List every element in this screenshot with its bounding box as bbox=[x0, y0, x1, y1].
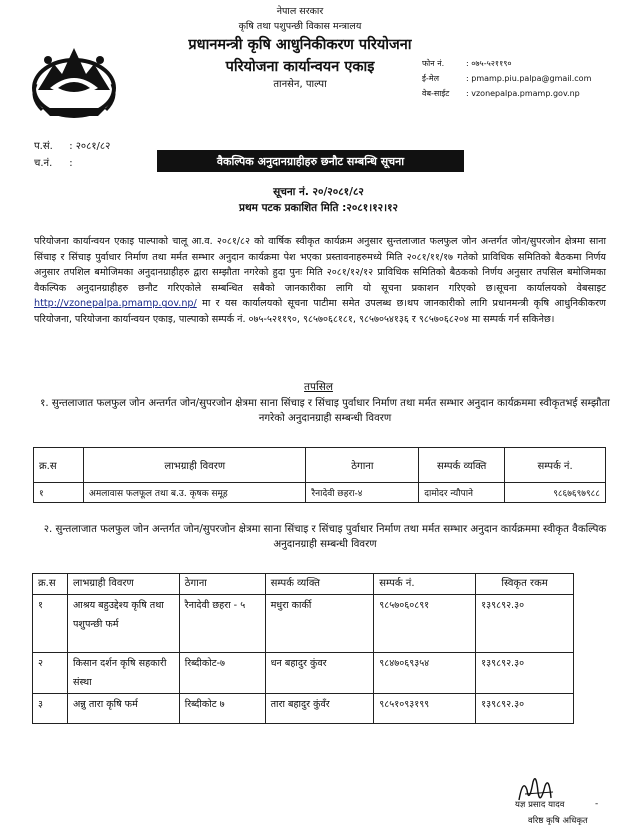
cell-approved-amount: १३९८९२.३० bbox=[476, 595, 574, 653]
cell-approved-amount: १३९८९२.३० bbox=[476, 653, 574, 694]
table-row bbox=[33, 595, 574, 653]
dispatch-number bbox=[34, 155, 73, 169]
cell-sn: ३ bbox=[33, 694, 68, 724]
cell-contact-number: ९८४७०६९३५४ bbox=[374, 653, 476, 694]
col-header-approved-amount: स्विकृत रकम bbox=[476, 574, 574, 595]
notice-subject-banner: वैकल्पिक अनुदानग्राहीहरु छनौट सम्बन्धि सूचना bbox=[157, 150, 464, 172]
cell-address: रिब्दीकोट ७ bbox=[179, 694, 265, 724]
website-label: वेब-साईट bbox=[422, 89, 450, 98]
alternative-grantee-table bbox=[32, 573, 574, 724]
website-row bbox=[422, 86, 591, 101]
cell-address: रैनादेवी छहरा-४ bbox=[306, 483, 419, 503]
cell-beneficiary: अन्नु तारा कृषि फर्म bbox=[67, 694, 179, 724]
cell-sn: १ bbox=[33, 595, 68, 653]
country-name: नेपाल सरकार bbox=[276, 6, 324, 17]
cell-contact-person: मधुरा कार्की bbox=[265, 595, 374, 653]
ministry-name: कृषि तथा पशुपन्छी विकास मन्त्रालय bbox=[238, 21, 362, 32]
email-value: : pmamp.piu.palpa@gmail.com bbox=[466, 74, 592, 83]
letterhead bbox=[150, 4, 450, 92]
signatory-name: यज्ञ प्रसाद यादव bbox=[515, 800, 565, 810]
cell-contact-person: धन बहादुर कुंवर bbox=[265, 653, 374, 694]
table-header-row bbox=[34, 448, 606, 483]
phone-value: : ०७५-५२११९० bbox=[466, 59, 512, 68]
schedule-heading: तपसिल bbox=[304, 381, 333, 393]
letter-number-label: प.सं. bbox=[34, 141, 53, 152]
cell-sn: १ bbox=[34, 483, 84, 503]
notice-number: सूचना नं. २०/२०८१/८२ bbox=[273, 186, 364, 198]
col-header-beneficiary: लाभग्राही विवरण bbox=[67, 574, 179, 595]
cell-contact-person: दामोदर न्यौपाने bbox=[419, 483, 505, 503]
unit-name: परियोजना कार्यान्वयन एकाइ bbox=[225, 59, 375, 75]
phone-label: फोन नं. bbox=[422, 59, 445, 68]
project-name: प्रधानमन्त्री कृषि आधुनिकीकरण परियोजना bbox=[188, 37, 412, 53]
cell-contact-person: तारा बहादुर कुंवँर bbox=[265, 694, 374, 724]
col-header-contact-number: सम्पर्क नं. bbox=[505, 448, 606, 483]
contact-block bbox=[422, 56, 591, 101]
notice-body bbox=[34, 234, 606, 328]
cell-address: रैनादेवी छहरा - ५ bbox=[179, 595, 265, 653]
signatory-title: वरिष्ठ कृषि अधिकृत bbox=[528, 816, 588, 825]
cell-contact-number: ९८६७६९७९८८ bbox=[505, 483, 606, 503]
email-row bbox=[422, 71, 591, 86]
cell-contact-number: ९८५७०६०८९१ bbox=[374, 595, 476, 653]
first-published-date: प्रथम पटक प्रकाशित मिति :२०८१।१२।१२ bbox=[238, 202, 399, 214]
col-header-contact-number: सम्पर्क नं. bbox=[374, 574, 476, 595]
col-header-address: ठेगाना bbox=[179, 574, 265, 595]
dispatch-number-label: च.नं. bbox=[34, 158, 53, 169]
col-header-sn: क्र.स bbox=[33, 574, 68, 595]
cell-sn: २ bbox=[33, 653, 68, 694]
body-text-1: परियोजना कार्यान्वयन एकाइ पाल्पाको चालू आ.व. २०८१/८२ को वार्षिक स्वीकृत कार्यक्रम अनुसार सुन्तलाजात फलफुल जोन अन्तर्गत जोन/सुपरजोन क्षेत्रमा साना सिंचाइ र सिंचाइ पुर्वाधार निर्माण तथा मर्मत सम्भार अनुदान कार्यक्रमा पेश भएका प्रस्तावनाहरुमध्ये मिति २०८१/११/१७ गतेको प्राविधिक समितिको बैठकमा निर्णय अनुसार तपशिल बमोजिमका अनुदानग्राहीहरु द्वारा सम्झौता नगरेको हुदा पुनः मिति २०८१/१२/१२ प्राविधिक समितिको बैठकको निर्णय अनुसार तपसिल बमोजिमका वैकल्पिक अनुदानग्राहीहरु छनौट गरिएकोले सम्बन्धित सबैको जानकारीका लागि यो सूचना प्रकाशन गरिएको छ।सूचना कार्यालयको वेबसाइट bbox=[34, 236, 606, 294]
cell-contact-number: ९८५१०९३१९९ bbox=[374, 694, 476, 724]
letter-number bbox=[34, 138, 110, 152]
letter-number-value: : २०८१/८२ bbox=[69, 141, 111, 152]
col-header-beneficiary: लाभग्राही विवरण bbox=[83, 448, 306, 483]
phone-row bbox=[422, 56, 591, 71]
col-header-address: ठेगाना bbox=[306, 448, 419, 483]
dispatch-number-value: : bbox=[69, 158, 73, 169]
col-header-contact-person: सम्पर्क व्यक्ति bbox=[265, 574, 374, 595]
col-header-sn: क्र.स bbox=[34, 448, 84, 483]
office-address: तानसेन, पाल्पा bbox=[273, 79, 327, 90]
body-text-2: मा र यस कार्यालयको सूचना पाटीमा समेत उपलब्ध छ।थप जानकारीको लागि प्रधानमन्त्री कृषि आधुनिकीकरण परियोजना, परियोजना कार्यान्वयन एकाइ, पाल्पाको सम्पर्क नं. ०७५-५२११९०, ९८५७०६८१८१, ९८५७०५४१३६ र ९८५७०६८२०४ मा सम्पर्क गर्न सकिनेछ। bbox=[34, 298, 606, 325]
cell-beneficiary: आश्रय बहुउद्देश्य कृषि तथा पशुपन्छी फर्म bbox=[67, 595, 179, 653]
cell-approved-amount: १३९८९२.३० bbox=[476, 694, 574, 724]
website-link[interactable]: http://vzonepalpa.pmamp.gov.np/ bbox=[34, 298, 197, 310]
email-label: ई-मेल bbox=[422, 74, 440, 83]
table-row bbox=[34, 483, 606, 503]
website-value: : vzonepalpa.pmamp.gov.np bbox=[466, 89, 580, 98]
col-header-contact-person: सम्पर्क व्यक्ति bbox=[419, 448, 505, 483]
cell-beneficiary: अमलावास फलफूल तथा ब.उ. कृषक समूह bbox=[83, 483, 306, 503]
table-row bbox=[33, 694, 574, 724]
signatory-dash: - bbox=[595, 799, 599, 809]
section-1-title: १. सुन्तलाजात फलफुल जोन अन्तर्गत जोन/सुपरजोन क्षेत्रमा साना सिंचाइ र सिंचाइ पुर्वाधार निर्माण तथा मर्मत सम्भार अनुदान कार्यक्रममा स्वीकृतभई सम्झौता नगरेको अनुदानग्राही सम्बन्धी विवरण bbox=[40, 398, 610, 424]
table-row bbox=[33, 653, 574, 694]
cell-beneficiary: किसान दर्शन कृषि सहकारी संस्था bbox=[67, 653, 179, 694]
cell-address: रिब्दीकोट-७ bbox=[179, 653, 265, 694]
table-header-row bbox=[33, 574, 574, 595]
nepal-government-emblem-icon bbox=[28, 38, 120, 120]
unsigned-grantee-table bbox=[33, 447, 606, 503]
section-2-title: २. सुन्तलाजात फलफुल जोन अन्तर्गत जोन/सुपरजोन क्षेत्रमा साना सिंचाइ र सिंचाइ पुर्वाधार निर्माण तथा मर्मत सम्भार अनुदान कार्यक्रममा स्वीकृत वैकल्पिक अनुदानग्राही सम्बन्धी विवरण bbox=[43, 524, 607, 550]
